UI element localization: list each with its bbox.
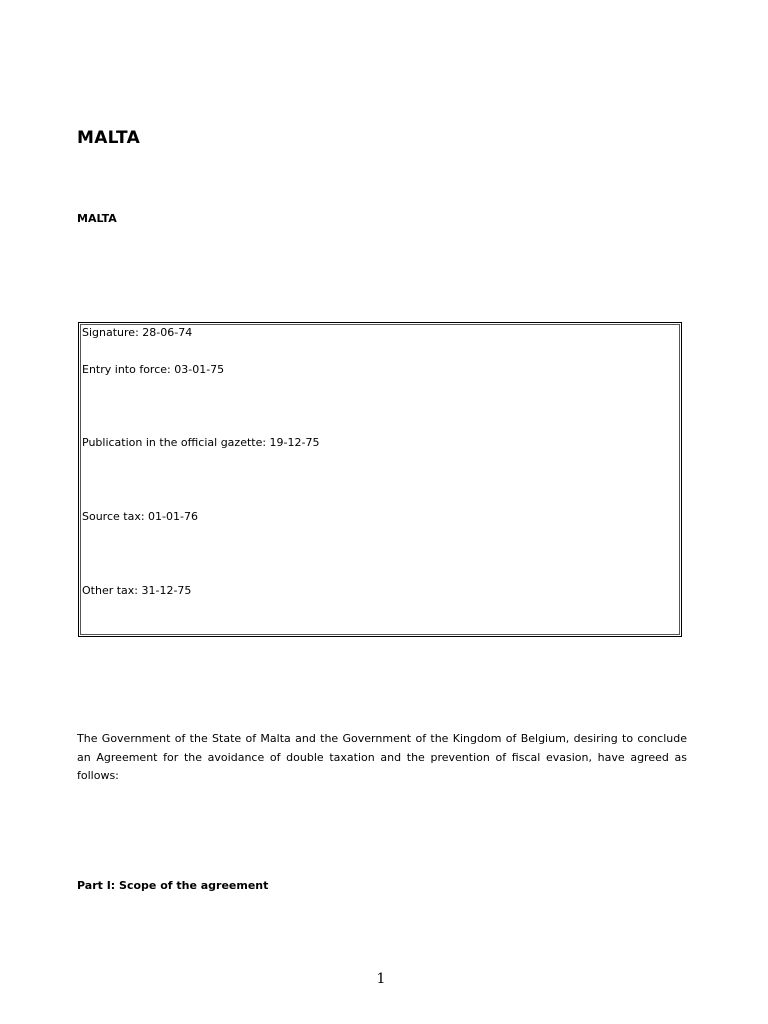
publication-date: Publication in the official gazette: 19-12-75 [82, 436, 320, 449]
other-tax-date: Other tax: 31-12-75 [82, 584, 192, 597]
entry-into-force-date: Entry into force: 03-01-75 [82, 363, 225, 376]
part-heading: Part I: Scope of the agreement [77, 879, 269, 892]
document-subtitle: MALTA [77, 212, 117, 225]
intro-paragraph: The Government of the State of Malta and the Government of the Kingdom of Belgium, desiring to conclude an Agreement for the avoidance of double taxation and the prevention of fiscal evasion, have agreed as follows: [77, 732, 687, 782]
document-title: MALTA [77, 128, 141, 148]
treaty-info-box [78, 322, 682, 637]
page-number: 1 [376, 971, 386, 987]
signature-date: Signature: 28-06-74 [82, 326, 193, 339]
source-tax-date: Source tax: 01-01-76 [82, 510, 198, 523]
